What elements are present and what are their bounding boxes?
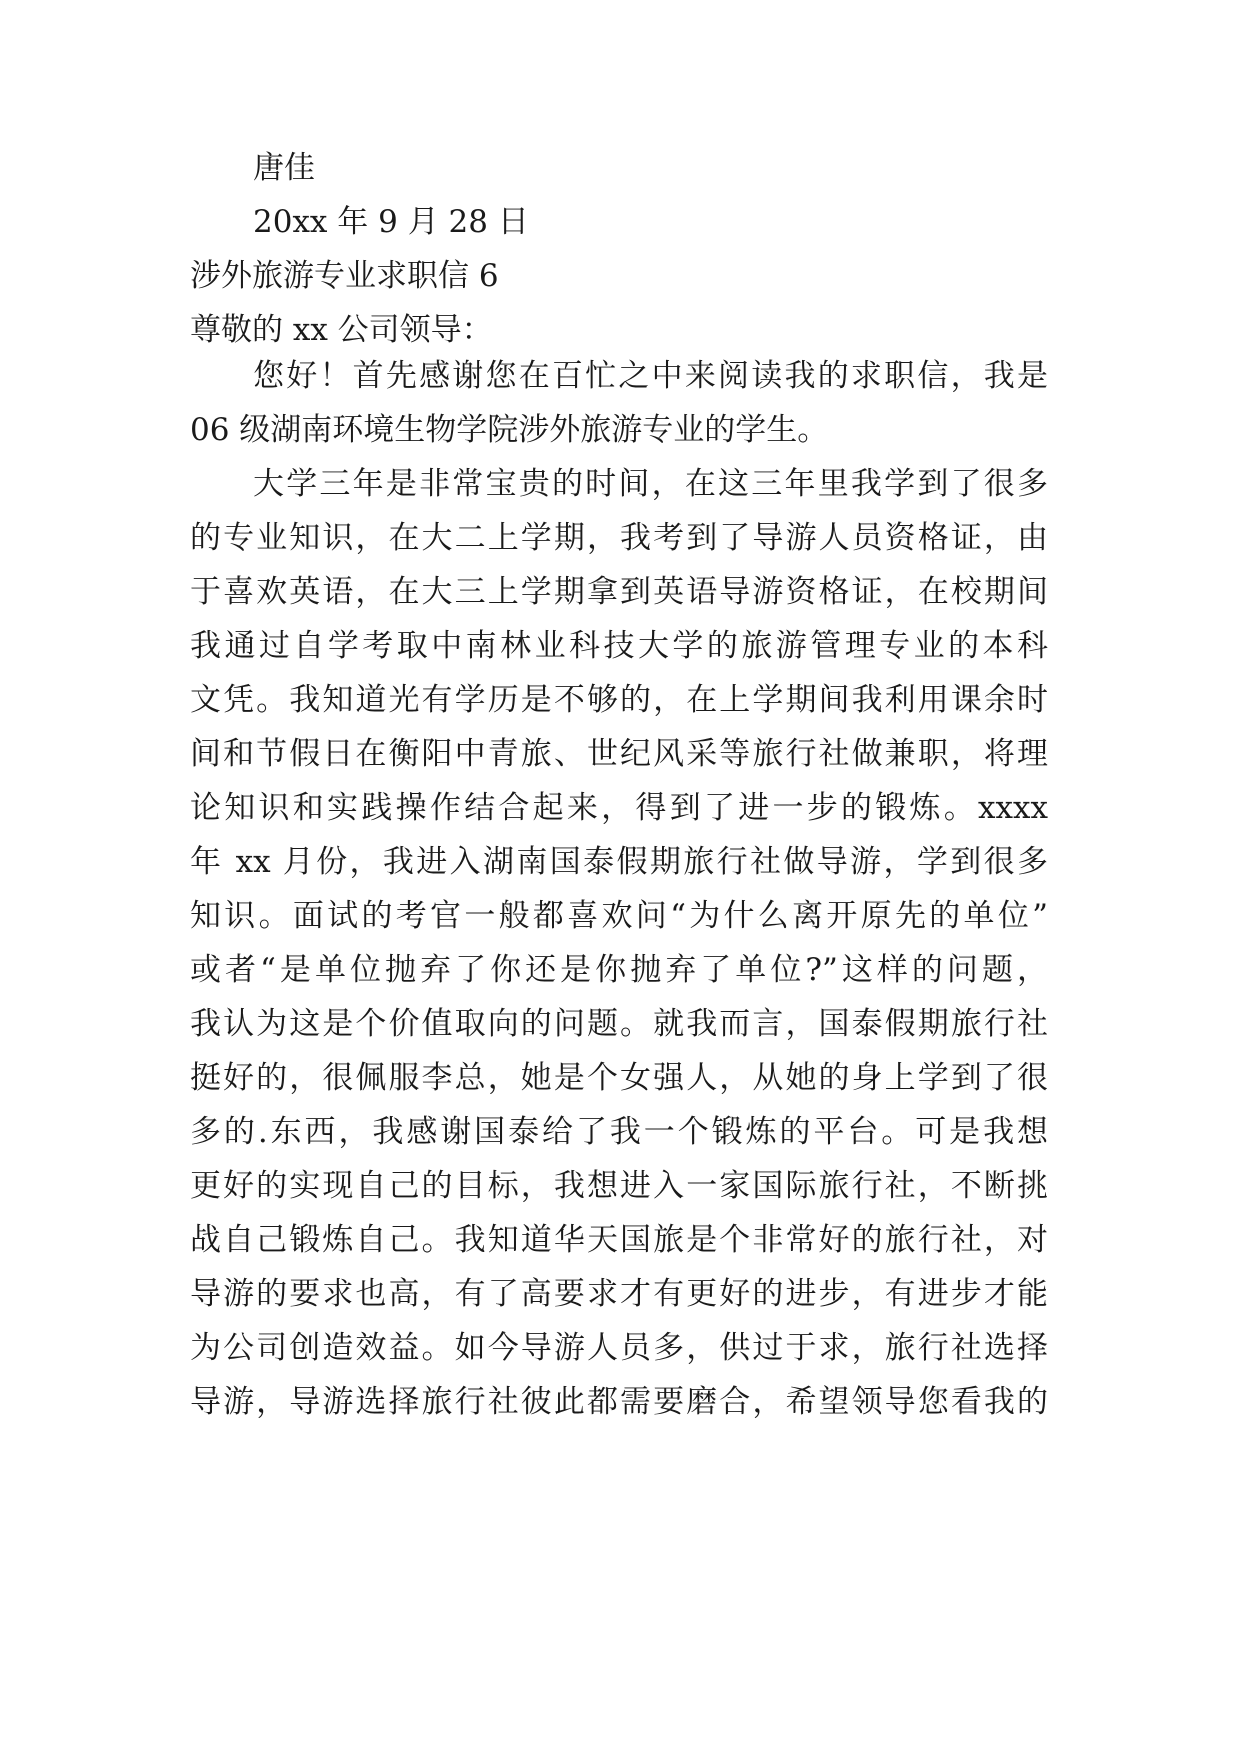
body-line: 战自己锻炼自己。我知道华天国旅是个非常好的旅行社，对 (190, 1222, 1048, 1258)
body-line: 的专业知识，在大二上学期，我考到了导游人员资格证，由 (190, 520, 1048, 556)
body-line: 06 级湖南环境生物学院涉外旅游专业的学生。 (190, 412, 829, 448)
body-line: 文凭。我知道光有学历是不够的，在上学期间我利用课余时 (190, 682, 1048, 718)
body-line: 更好的实现自己的目标，我想进入一家国际旅行社，不断挑 (190, 1168, 1048, 1204)
body-line: 我通过自学考取中南林业科技大学的旅游管理专业的本科 (190, 628, 1048, 664)
letter-title: 涉外旅游专业求职信 6 (190, 258, 499, 294)
salutation: 尊敬的 xx 公司领导： (190, 312, 493, 348)
body-line: 导游，导游选择旅行社彼此都需要磨合，希望领导您看我的 (190, 1384, 1048, 1420)
body-line: 大学三年是非常宝贵的时间，在这三年里我学到了很多 (253, 466, 1048, 502)
body-line: 于喜欢英语，在大三上学期拿到英语导游资格证，在校期间 (190, 574, 1048, 610)
body-line: 为公司创造效益。如今导游人员多，供过于求，旅行社选择 (190, 1330, 1048, 1366)
letter-date: 20xx 年 9 月 28 日 (253, 204, 529, 240)
body-line: 论知识和实践操作结合起来，得到了进一步的锻炼。xxxx (190, 790, 1048, 826)
body-line: 知识。面试的考官一般都喜欢问“为什么离开原先的单位” (190, 898, 1048, 934)
body-line: 导游的要求也高，有了高要求才有更好的进步，有进步才能 (190, 1276, 1048, 1312)
body-line: 您好！首先感谢您在百忙之中来阅读我的求职信，我是 (253, 358, 1048, 394)
body-line: 多的.东西，我感谢国泰给了我一个锻炼的平台。可是我想 (190, 1114, 1048, 1150)
signature: 唐佳 (253, 150, 315, 186)
body-line: 间和节假日在衡阳中青旅、世纪风采等旅行社做兼职，将理 (190, 736, 1048, 772)
body-line: 或者“是单位抛弃了你还是你抛弃了单位?”这样的问题， (190, 952, 1048, 988)
body-line: 年 xx 月份，我进入湖南国泰假期旅行社做导游，学到很多 (190, 844, 1048, 880)
body-line: 挺好的，很佩服李总，她是个女强人，从她的身上学到了很 (190, 1060, 1048, 1096)
body-line: 我认为这是个价值取向的问题。就我而言，国泰假期旅行社 (190, 1006, 1048, 1042)
